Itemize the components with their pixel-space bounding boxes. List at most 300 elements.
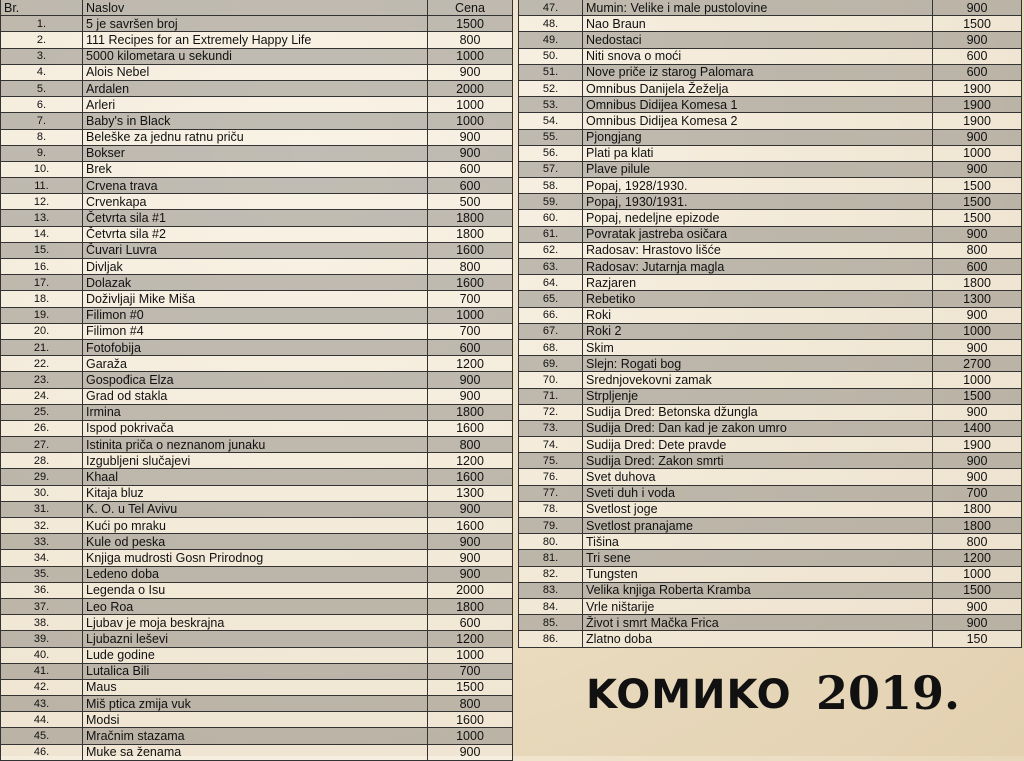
row-title: Ljubav je moja beskrajna (83, 615, 428, 631)
row-title: Omnibus Danijela Žeželja (583, 80, 933, 96)
row-price: 700 (428, 291, 513, 307)
table-row (1, 339, 513, 355)
row-title: Život i smrt Mačka Frica (583, 615, 933, 631)
table-row (1, 518, 513, 534)
table-row (519, 356, 1022, 372)
row-title: Kući po mraku (83, 518, 428, 534)
row-price: 1600 (428, 518, 513, 534)
row-title: K. O. u Tel Avivu (83, 501, 428, 517)
row-title: Razjaren (583, 275, 933, 291)
row-price: 700 (428, 663, 513, 679)
row-number: 54. (519, 113, 583, 129)
table-row (1, 744, 513, 760)
row-number: 31. (1, 501, 83, 517)
row-number: 74. (519, 437, 583, 453)
row-price: 500 (428, 194, 513, 210)
table-row (1, 48, 513, 64)
table-row (1, 307, 513, 323)
row-title: Nove priče iz starog Palomara (583, 64, 933, 80)
row-number: 8. (1, 129, 83, 145)
table-row (1, 469, 513, 485)
row-title: Istinita priča o neznanom junaku (83, 437, 428, 453)
row-number: 72. (519, 404, 583, 420)
row-title: Popaj, 1930/1931. (583, 194, 933, 210)
row-number: 84. (519, 598, 583, 614)
table-row (1, 566, 513, 582)
row-number: 28. (1, 453, 83, 469)
row-price: 800 (933, 242, 1022, 258)
row-number: 50. (519, 48, 583, 64)
table-row (1, 275, 513, 291)
row-title: Svet duhova (583, 469, 933, 485)
table-row (1, 663, 513, 679)
row-price: 900 (428, 501, 513, 517)
row-title: Beleške za jednu ratnu priču (83, 129, 428, 145)
table-row (1, 178, 513, 194)
row-number: 81. (519, 550, 583, 566)
row-price: 1500 (933, 16, 1022, 32)
row-title: Mumin: Velike i male pustolovine (583, 0, 933, 16)
row-title: Slejn: Rogati bog (583, 356, 933, 372)
row-number: 66. (519, 307, 583, 323)
row-title: Plave pilule (583, 161, 933, 177)
row-number: 7. (1, 113, 83, 129)
row-number: 32. (1, 518, 83, 534)
row-price: 600 (933, 48, 1022, 64)
table-row (1, 388, 513, 404)
catalog-year: 2019. (816, 666, 961, 720)
table-row (519, 178, 1022, 194)
row-price: 1400 (933, 420, 1022, 436)
row-title: Sudija Dred: Betonska džungla (583, 404, 933, 420)
table-row (519, 420, 1022, 436)
header-title: Naslov (83, 0, 428, 16)
row-price: 1200 (428, 453, 513, 469)
row-number: 57. (519, 161, 583, 177)
row-number: 70. (519, 372, 583, 388)
row-price: 1600 (428, 469, 513, 485)
row-title: Popaj, nedeljne epizode (583, 210, 933, 226)
table-row (519, 598, 1022, 614)
row-price: 900 (933, 615, 1022, 631)
row-price: 900 (428, 550, 513, 566)
row-price: 900 (428, 566, 513, 582)
table-row (1, 113, 513, 129)
row-price: 800 (428, 259, 513, 275)
table-row (519, 113, 1022, 129)
table-row (519, 501, 1022, 517)
row-price: 900 (933, 339, 1022, 355)
table-row (519, 259, 1022, 275)
row-title: Povratak jastreba osičara (583, 226, 933, 242)
row-number: 10. (1, 161, 83, 177)
row-number: 58. (519, 178, 583, 194)
row-title: Lude godine (83, 647, 428, 663)
row-number: 49. (519, 32, 583, 48)
table-row (1, 80, 513, 96)
row-price: 900 (933, 226, 1022, 242)
row-number: 5. (1, 80, 83, 96)
table-row (519, 275, 1022, 291)
row-price: 600 (428, 615, 513, 631)
row-number: 43. (1, 696, 83, 712)
row-price: 2000 (428, 582, 513, 598)
row-price: 1500 (428, 679, 513, 695)
table-row (519, 242, 1022, 258)
row-price: 800 (428, 696, 513, 712)
row-number: 40. (1, 647, 83, 663)
row-price: 1500 (428, 16, 513, 32)
row-price: 800 (428, 32, 513, 48)
row-price: 1300 (428, 485, 513, 501)
row-number: 41. (1, 663, 83, 679)
row-price: 1200 (933, 550, 1022, 566)
table-row (1, 145, 513, 161)
row-price: 800 (428, 437, 513, 453)
table-row (1, 631, 513, 647)
row-number: 18. (1, 291, 83, 307)
row-price: 1600 (428, 242, 513, 258)
row-title: Grad od stakla (83, 388, 428, 404)
row-title: Miš ptica zmija vuk (83, 696, 428, 712)
table-row (519, 145, 1022, 161)
table-row (519, 339, 1022, 355)
row-price: 1900 (933, 437, 1022, 453)
table-row (1, 679, 513, 695)
row-number: 17. (1, 275, 83, 291)
table-row (1, 210, 513, 226)
row-number: 21. (1, 339, 83, 355)
row-price: 600 (933, 259, 1022, 275)
row-number: 60. (519, 210, 583, 226)
row-number: 63. (519, 259, 583, 275)
table-row (519, 485, 1022, 501)
row-title: Radosav: Jutarnja magla (583, 259, 933, 275)
header-price: Cena (428, 0, 513, 16)
row-number: 69. (519, 356, 583, 372)
row-price: 1800 (933, 518, 1022, 534)
table-row (1, 437, 513, 453)
row-title: Skim (583, 339, 933, 355)
row-number: 48. (519, 16, 583, 32)
row-title: Ljubazni leševi (83, 631, 428, 647)
row-price: 900 (933, 453, 1022, 469)
row-price: 1500 (933, 210, 1022, 226)
row-title: Omnibus Didijea Komesa 2 (583, 113, 933, 129)
row-price: 1800 (428, 598, 513, 614)
row-number: 39. (1, 631, 83, 647)
row-number: 82. (519, 566, 583, 582)
table-row (1, 582, 513, 598)
row-title: Irmina (83, 404, 428, 420)
table-row (519, 64, 1022, 80)
row-title: Sudija Dred: Dan kad je zakon umro (583, 420, 933, 436)
table-row (519, 469, 1022, 485)
table-row (519, 631, 1022, 647)
row-number: 76. (519, 469, 583, 485)
row-number: 68. (519, 339, 583, 355)
table-row (519, 615, 1022, 631)
row-title: Doživljaji Mike Miša (83, 291, 428, 307)
row-title: Dolazak (83, 275, 428, 291)
row-number: 30. (1, 485, 83, 501)
row-number: 33. (1, 534, 83, 550)
row-title: Garaža (83, 356, 428, 372)
row-number: 77. (519, 485, 583, 501)
row-price: 1500 (933, 194, 1022, 210)
row-title: Rebetiko (583, 291, 933, 307)
table-row (1, 696, 513, 712)
row-number: 85. (519, 615, 583, 631)
table-row (519, 582, 1022, 598)
row-price: 1600 (428, 420, 513, 436)
row-title: Legenda o Isu (83, 582, 428, 598)
row-price: 900 (933, 32, 1022, 48)
row-price: 600 (933, 64, 1022, 80)
row-title: Mračnim stazama (83, 728, 428, 744)
row-number: 24. (1, 388, 83, 404)
row-number: 42. (1, 679, 83, 695)
row-price: 900 (933, 307, 1022, 323)
table-row (1, 16, 513, 32)
row-title: Ledeno doba (83, 566, 428, 582)
table-row (1, 259, 513, 275)
row-title: Četvrta sila #1 (83, 210, 428, 226)
table-row (1, 291, 513, 307)
table-row (1, 64, 513, 80)
row-title: Crvena trava (83, 178, 428, 194)
table-row (1, 550, 513, 566)
row-title: Roki (583, 307, 933, 323)
row-number: 20. (1, 323, 83, 339)
row-number: 4. (1, 64, 83, 80)
row-title: Gospođica Elza (83, 372, 428, 388)
table-row (1, 194, 513, 210)
row-price: 1800 (428, 226, 513, 242)
table-row (1, 712, 513, 728)
row-number: 12. (1, 194, 83, 210)
row-price: 1000 (933, 323, 1022, 339)
row-number: 36. (1, 582, 83, 598)
row-number: 44. (1, 712, 83, 728)
row-title: 5000 kilometara u sekundi (83, 48, 428, 64)
row-price: 1800 (428, 210, 513, 226)
row-title: Ispod pokrivača (83, 420, 428, 436)
row-number: 45. (1, 728, 83, 744)
row-price: 1000 (428, 728, 513, 744)
table-row (519, 323, 1022, 339)
table-row (519, 161, 1022, 177)
row-number: 19. (1, 307, 83, 323)
row-title: Filimon #4 (83, 323, 428, 339)
row-price: 1000 (428, 48, 513, 64)
table-row (1, 501, 513, 517)
table-row (519, 437, 1022, 453)
row-title: Divljak (83, 259, 428, 275)
row-number: 26. (1, 420, 83, 436)
row-title: Sudija Dred: Dete pravde (583, 437, 933, 453)
row-number: 83. (519, 582, 583, 598)
row-price: 1300 (933, 291, 1022, 307)
row-number: 79. (519, 518, 583, 534)
row-price: 1900 (933, 113, 1022, 129)
row-price: 1000 (428, 647, 513, 663)
table-row (519, 534, 1022, 550)
row-price: 1000 (428, 307, 513, 323)
row-price: 900 (933, 0, 1022, 16)
row-title: Četvrta sila #2 (83, 226, 428, 242)
table-row (519, 566, 1022, 582)
row-title: Modsi (83, 712, 428, 728)
row-title: Pjongjang (583, 129, 933, 145)
row-title: Tungsten (583, 566, 933, 582)
row-title: Bokser (83, 145, 428, 161)
table-row (1, 728, 513, 744)
row-title: Fotofobija (83, 339, 428, 355)
row-price: 1200 (428, 631, 513, 647)
row-title: Popaj, 1928/1930. (583, 178, 933, 194)
row-price: 1600 (428, 275, 513, 291)
row-title: Khaal (83, 469, 428, 485)
row-title: Brek (83, 161, 428, 177)
row-price: 900 (428, 129, 513, 145)
row-number: 16. (1, 259, 83, 275)
table-row (519, 550, 1022, 566)
row-number: 2. (1, 32, 83, 48)
row-title: Čuvari Luvra (83, 242, 428, 258)
row-title: Lutalica Bili (83, 663, 428, 679)
row-number: 86. (519, 631, 583, 647)
row-price: 2000 (428, 80, 513, 96)
row-number: 64. (519, 275, 583, 291)
table-row (1, 420, 513, 436)
row-price: 900 (428, 64, 513, 80)
row-number: 67. (519, 323, 583, 339)
table-row (1, 534, 513, 550)
row-number: 34. (1, 550, 83, 566)
row-title: 111 Recipes for an Extremely Happy Life (83, 32, 428, 48)
table-row (519, 307, 1022, 323)
row-number: 9. (1, 145, 83, 161)
table-row (1, 97, 513, 113)
row-price: 1900 (933, 80, 1022, 96)
row-price: 1900 (933, 97, 1022, 113)
row-price: 900 (428, 534, 513, 550)
row-price: 1600 (428, 712, 513, 728)
row-title: Kule od peska (83, 534, 428, 550)
row-title: Radosav: Hrastovo lišće (583, 242, 933, 258)
table-row (1, 32, 513, 48)
row-price: 1500 (933, 388, 1022, 404)
row-title: Velika knjiga Roberta Kramba (583, 582, 933, 598)
table-row (1, 485, 513, 501)
komiko-logo (586, 656, 986, 736)
table-row (519, 388, 1022, 404)
row-price: 1000 (428, 113, 513, 129)
row-price: 1500 (933, 582, 1022, 598)
row-title: Niti snova o moći (583, 48, 933, 64)
row-number: 38. (1, 615, 83, 631)
row-number: 14. (1, 226, 83, 242)
table-row (1, 615, 513, 631)
row-number: 23. (1, 372, 83, 388)
row-price: 600 (428, 339, 513, 355)
table-row (519, 48, 1022, 64)
row-price: 1800 (933, 275, 1022, 291)
row-title: Srednjovekovni zamak (583, 372, 933, 388)
row-title: Zlatno doba (583, 631, 933, 647)
row-price: 900 (428, 388, 513, 404)
row-price: 1500 (933, 178, 1022, 194)
row-title: Roki 2 (583, 323, 933, 339)
row-title: Vrle ništarije (583, 598, 933, 614)
row-price: 900 (428, 744, 513, 760)
table-row (1, 226, 513, 242)
row-title: Svetlost pranajame (583, 518, 933, 534)
row-number: 75. (519, 453, 583, 469)
row-number: 13. (1, 210, 83, 226)
row-number: 51. (519, 64, 583, 80)
row-number: 11. (1, 178, 83, 194)
table-row (519, 32, 1022, 48)
row-price: 1000 (933, 372, 1022, 388)
row-title: Plati pa klati (583, 145, 933, 161)
table-row (519, 194, 1022, 210)
table-row (519, 129, 1022, 145)
row-number: 46. (1, 744, 83, 760)
row-number: 37. (1, 598, 83, 614)
row-title: Tri sene (583, 550, 933, 566)
row-number: 65. (519, 291, 583, 307)
row-number: 62. (519, 242, 583, 258)
table-row (519, 518, 1022, 534)
table-row (1, 372, 513, 388)
table-row (1, 356, 513, 372)
table-row (519, 80, 1022, 96)
row-price: 900 (933, 129, 1022, 145)
table-row (519, 210, 1022, 226)
row-number: 56. (519, 145, 583, 161)
row-title: Maus (83, 679, 428, 695)
table-row (1, 242, 513, 258)
row-price: 900 (933, 598, 1022, 614)
row-price: 900 (933, 161, 1022, 177)
table-row (519, 291, 1022, 307)
row-title: Baby's in Black (83, 113, 428, 129)
row-number: 61. (519, 226, 583, 242)
row-title: Filimon #0 (83, 307, 428, 323)
row-title: Leo Roa (83, 598, 428, 614)
row-price: 1800 (428, 404, 513, 420)
row-number: 80. (519, 534, 583, 550)
row-title: Strpljenje (583, 388, 933, 404)
row-number: 3. (1, 48, 83, 64)
row-price: 1000 (933, 566, 1022, 582)
row-number: 27. (1, 437, 83, 453)
row-number: 55. (519, 129, 583, 145)
row-price: 900 (428, 145, 513, 161)
row-price: 1000 (933, 145, 1022, 161)
row-number: 71. (519, 388, 583, 404)
table-row (519, 404, 1022, 420)
row-title: Kitaja bluz (83, 485, 428, 501)
row-price: 2700 (933, 356, 1022, 372)
row-price: 600 (428, 161, 513, 177)
row-price: 700 (428, 323, 513, 339)
row-title: Knjiga mudrosti Gosn Prirodnog (83, 550, 428, 566)
row-title: Izgubljeni slučajevi (83, 453, 428, 469)
table-row (1, 598, 513, 614)
